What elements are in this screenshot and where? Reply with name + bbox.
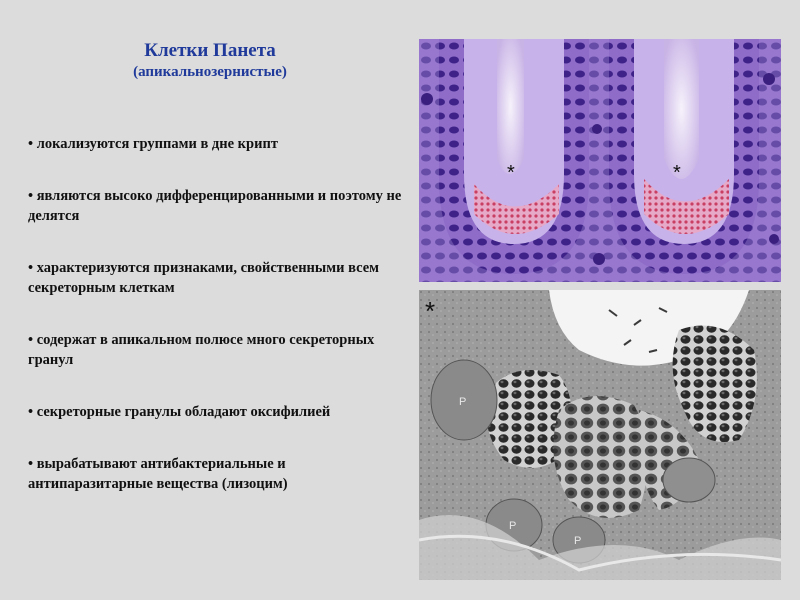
- bullet-item: [28, 134, 413, 154]
- bullet-marker: •: [28, 456, 34, 472]
- lumen-marker: *: [507, 162, 515, 184]
- bullet-marker: •: [28, 260, 34, 276]
- bullet-text: вырабатывают антибактериальные и антипаразитарные вещества (лизоцим): [28, 456, 288, 492]
- lumen-marker: *: [673, 162, 681, 184]
- bullet-text: характеризуются признаками, свойственными всем секреторным клеткам: [28, 260, 380, 296]
- bullet-marker: •: [28, 404, 34, 420]
- nucleus-label: P: [459, 396, 467, 408]
- bullet-text: содержат в апикальном полюсе много секреторных гранул: [28, 332, 375, 368]
- lumen-marker: *: [425, 296, 436, 326]
- bullet-item: [28, 454, 413, 494]
- bullet-item: [28, 402, 413, 422]
- crypt-light-micrograph: [419, 39, 781, 282]
- bullet-marker: •: [28, 188, 34, 204]
- paneth-electron-micrograph: [419, 290, 781, 580]
- title-block: [100, 40, 320, 82]
- bullet-item: [28, 258, 413, 298]
- nucleus-label: P: [509, 520, 517, 532]
- bullet-marker: •: [28, 332, 34, 348]
- bullet-text: являются высоко дифференцированными и поэтому не делятся: [28, 188, 402, 224]
- nucleus-label: P: [574, 535, 582, 547]
- slide-subtitle: (апикальнозернистые): [133, 64, 287, 80]
- bullet-item: [28, 330, 413, 370]
- bullet-item: [28, 186, 413, 226]
- bullet-text: секреторные гранулы обладают оксифилией: [33, 404, 331, 420]
- bullet-text: локализуются группами в дне крипт: [36, 136, 278, 152]
- slide-title: Клетки Панета: [144, 40, 276, 61]
- bullet-marker: •: [28, 136, 34, 152]
